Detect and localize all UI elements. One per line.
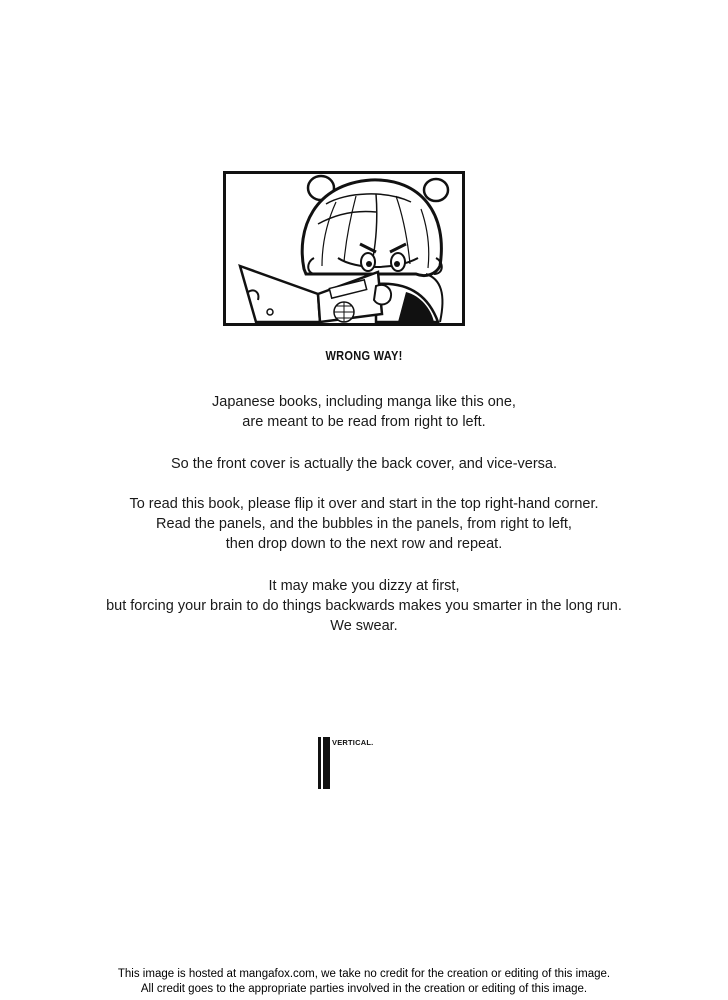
paragraph-front-cover bbox=[0, 454, 728, 474]
text-line: Read the panels, and the bubbles in the panels, from right to left, bbox=[156, 516, 572, 532]
manga-illustration-panel bbox=[223, 171, 465, 326]
text-line: Japanese books, including manga like this one, bbox=[212, 394, 516, 410]
paragraph-dizzy bbox=[0, 576, 728, 636]
logo-bar-thick bbox=[323, 737, 330, 789]
logo-bar-thin bbox=[318, 737, 321, 789]
credit-line: All credit goes to the appropriate parties involved in the creation or editing of this image. bbox=[140, 983, 588, 995]
paragraph-instructions bbox=[0, 494, 728, 554]
girl-reading-book-illustration bbox=[226, 174, 462, 323]
text-line: To read this book, please flip it over and start in the top right-hand corner. bbox=[129, 496, 599, 512]
vertical-publisher-logo bbox=[318, 737, 388, 789]
text-line: So the front cover is actually the back cover, and vice-versa. bbox=[170, 456, 558, 472]
hosting-credit bbox=[0, 967, 728, 997]
credit-line: This image is hosted at mangafox.com, we take no credit for the creation or editing of this image. bbox=[117, 968, 611, 980]
text-line: but forcing your brain to do things backwards makes you smarter in the long run. bbox=[106, 598, 622, 614]
text-line: then drop down to the next row and repeat. bbox=[225, 536, 503, 552]
notice-heading: WRONG WAY! bbox=[325, 348, 403, 363]
logo-text: VERTICAL. bbox=[332, 738, 374, 747]
paragraph-reading-direction bbox=[0, 392, 728, 432]
text-line: It may make you dizzy at first, bbox=[268, 578, 460, 594]
text-line: are meant to be read from right to left. bbox=[242, 414, 486, 430]
text-line: We swear. bbox=[330, 618, 398, 634]
